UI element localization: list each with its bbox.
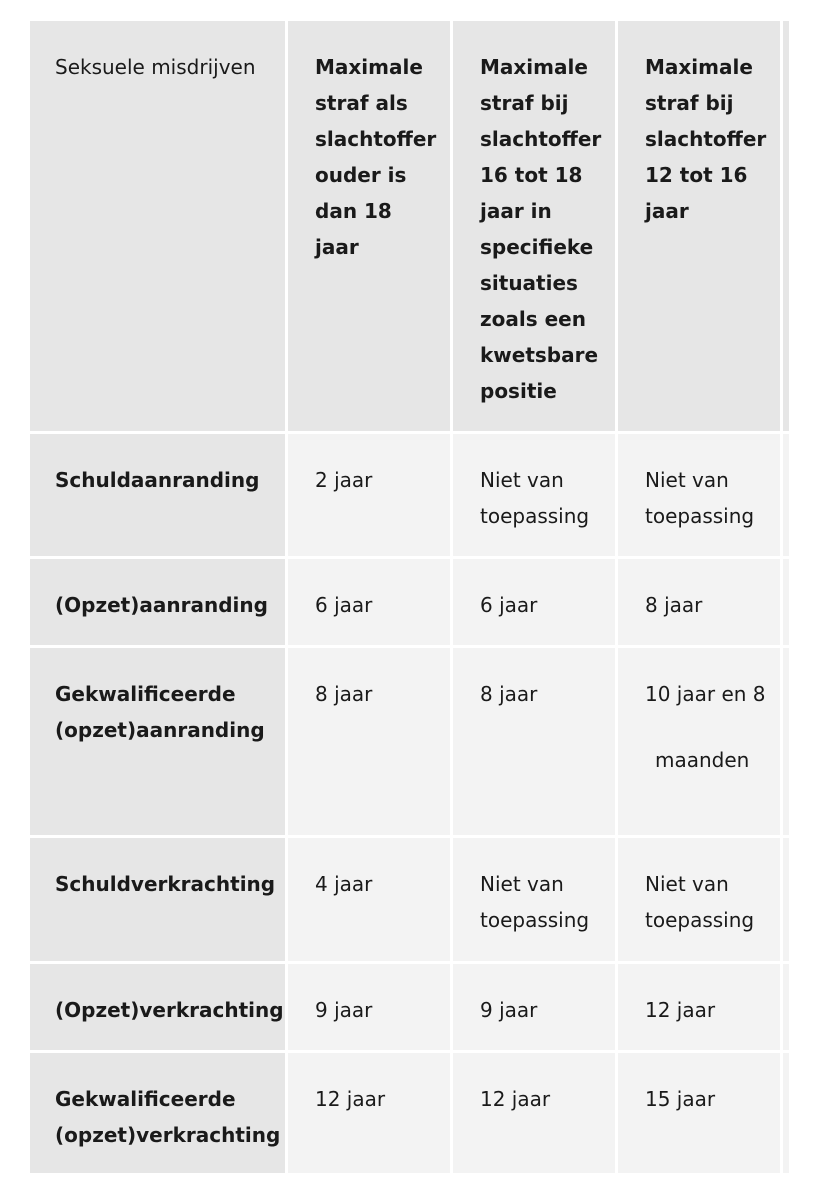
table-edge-cell <box>783 648 789 835</box>
penalty-table <box>30 21 789 1173</box>
table-cell <box>453 964 615 1050</box>
offense-label: (Opzet)aanranding <box>55 593 268 617</box>
penalty-value: Niet van toepassing <box>480 872 590 932</box>
table-cell <box>453 1053 615 1173</box>
offense-label: Gekwalificeerde (opzet)verkrachting <box>55 1087 281 1147</box>
table-cell <box>453 648 615 835</box>
table-cell <box>618 964 780 1050</box>
table-cell <box>288 1053 450 1173</box>
penalty-value: 6 jaar <box>315 593 373 617</box>
header-cell-16-18 <box>453 21 615 431</box>
penalty-value: Niet van toepassing <box>645 872 755 932</box>
penalty-value: 6 jaar <box>480 593 538 617</box>
offense-label: (Opzet)verkrachting <box>55 998 284 1022</box>
table-cell <box>288 648 450 835</box>
penalty-value: 8 jaar <box>480 682 538 706</box>
table-edge-cell <box>783 559 789 645</box>
table-cell <box>288 434 450 556</box>
penalty-value: 12 jaar <box>480 1087 551 1111</box>
penalty-value: 4 jaar <box>315 872 373 896</box>
table-edge-cell <box>783 21 789 431</box>
table-row-offense <box>30 838 285 961</box>
offense-label: Schuldverkrachting <box>55 872 276 896</box>
table-cell <box>288 559 450 645</box>
penalty-value: Niet van toepassing <box>645 468 755 528</box>
table-cell <box>453 559 615 645</box>
table-row-offense <box>30 1053 285 1173</box>
penalty-value: 10 jaar en 8 <box>645 682 766 706</box>
table-cell <box>618 648 780 835</box>
penalty-value: 2 jaar <box>315 468 373 492</box>
penalty-value: 15 jaar <box>645 1087 716 1111</box>
penalty-value-continued: maanden <box>655 748 750 772</box>
table-cell <box>618 838 780 961</box>
penalty-value: 8 jaar <box>315 682 373 706</box>
table-row-offense <box>30 434 285 556</box>
table-cell <box>618 1053 780 1173</box>
offense-label: Gekwalificeerde (opzet)aanranding <box>55 682 265 742</box>
line-gap <box>645 712 768 742</box>
header-cell-adult <box>288 21 450 431</box>
table-cell <box>453 434 615 556</box>
offense-label: Schuldaanranding <box>55 468 260 492</box>
header-label: Seksuele misdrijven <box>55 55 256 79</box>
header-label: Maximale straf als slachtoffer ouder is dan 18 jaar <box>315 55 437 259</box>
penalty-value: 12 jaar <box>645 998 716 1022</box>
table-edge-cell <box>783 964 789 1050</box>
table-edge-cell <box>783 434 789 556</box>
table-edge-cell <box>783 838 789 961</box>
header-label: Maximale straf bij slachtoffer 12 tot 16 jaar <box>645 55 767 223</box>
penalty-value: 12 jaar <box>315 1087 386 1111</box>
table-cell <box>618 559 780 645</box>
table-row-offense <box>30 964 285 1050</box>
header-cell-offense <box>30 21 285 431</box>
table-cell <box>288 838 450 961</box>
table-cell <box>453 838 615 961</box>
penalty-value: 9 jaar <box>480 998 538 1022</box>
table-row-offense <box>30 559 285 645</box>
penalty-value: Niet van toepassing <box>480 468 590 528</box>
header-cell-12-16 <box>618 21 780 431</box>
table-row-offense <box>30 648 285 835</box>
table-cell <box>618 434 780 556</box>
header-label: Maximale straf bij slachtoffer 16 tot 18 jaar in specifieke situaties zoals een kwetsbare positie <box>480 55 602 403</box>
table-cell <box>288 964 450 1050</box>
table-edge-cell <box>783 1053 789 1173</box>
penalty-value: 8 jaar <box>645 593 703 617</box>
penalty-value: 9 jaar <box>315 998 373 1022</box>
